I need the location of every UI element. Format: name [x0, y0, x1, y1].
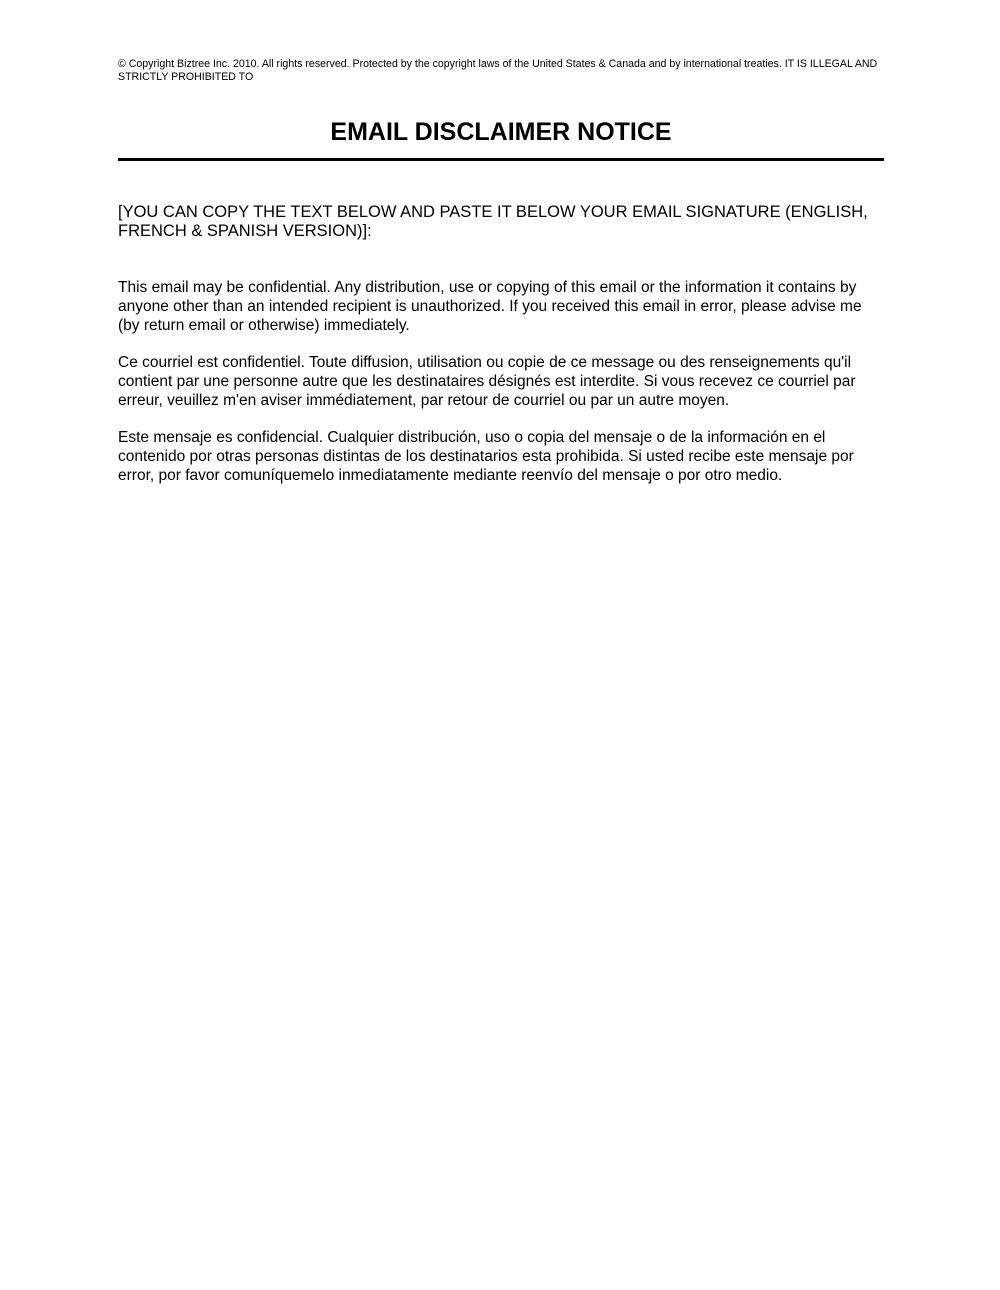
instruction-text: [YOU CAN COPY THE TEXT BELOW AND PASTE IT BELOW YOUR EMAIL SIGNATURE (ENGLISH, FRENCH & SPANISH VERSION)]: — [118, 203, 868, 240]
copyright-notice: © Copyright Biztree Inc. 2010. All rights reserved. Protected by the copyright laws of the United States & Canada and by international treaties. IT IS ILLEGAL AND STRICTLY PROHIBITED TO — [118, 58, 878, 83]
title-divider — [118, 158, 884, 161]
disclaimer-spanish: Este mensaje es confidencial. Cualquier distribución, uso o copia del mensaje o de la información en el contenido por otras personas distintas de los destinatarios esta prohibida. Si usted recibe este mensaje por error, por favor comuníquemelo inmediatamente mediante reenvío del mensaje o por otro medio. — [118, 429, 854, 484]
disclaimer-french: Ce courriel est confidentiel. Toute diffusion, utilisation ou copie de ce message ou des renseignements qu'il contient par une personne autre que les destinataires désignés est interdite. Si vous recevez ce courriel par erreur, veuillez m'en aviser immédiatement, par retour de courriel ou par un autre moyen. — [118, 354, 856, 409]
document-title: EMAIL DISCLAIMER NOTICE — [330, 118, 672, 146]
disclaimer-english: This email may be confidential. Any distribution, use or copying of this email or the information it contains by anyone other than an intended recipient is unauthorized. If you received this email in error, please advise me (by return email or otherwise) immediately. — [118, 279, 862, 334]
